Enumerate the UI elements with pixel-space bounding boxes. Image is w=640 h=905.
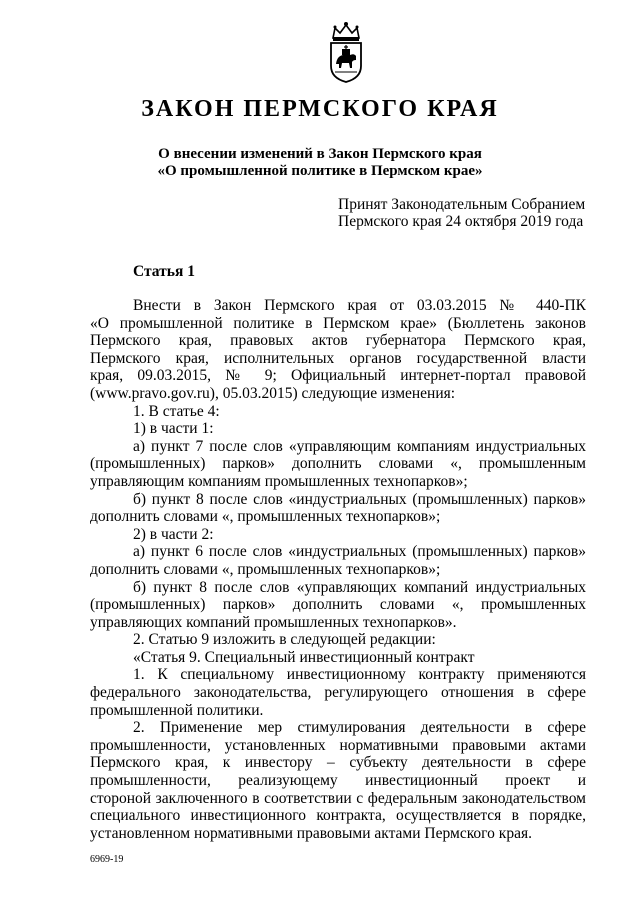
subtitle-line: «О промышленной политике в Пермском крае» xyxy=(157,163,483,179)
text-line: 1) в части 1: xyxy=(133,420,214,438)
text-line: б) пункт 8 после слов «индустриальных (промышленных) парков» xyxy=(133,490,586,508)
document-number: 6969-19 xyxy=(90,854,124,865)
adoption-line: Пермского края 24 октября 2019 года xyxy=(338,213,584,230)
subtitle-line: О внесении изменений в Закон Пермского края xyxy=(158,146,482,162)
article-body xyxy=(90,297,586,842)
text-line: «О промышленной политике в Пермском крае» (Бюллетень законов xyxy=(90,314,586,332)
text-line: 2. Применение мер стимулирования деятельности в сфере xyxy=(133,719,586,737)
text-line: управляющим компаниям промышленных технопарков»; xyxy=(90,472,468,490)
text-line: Внести в Закон Пермского края от 03.03.2015 № 440-ПК xyxy=(133,297,586,314)
text-line: промышленной политики. xyxy=(90,701,264,719)
text-line: а) пункт 7 после слов «управляющим компаниям индустриальных xyxy=(133,437,586,455)
text-line: дополнить словами «, промышленных технопарков»; xyxy=(90,508,441,526)
text-line: б) пункт 8 после слов «управляющих компаний индустриальных xyxy=(133,578,586,596)
text-line: 1. В статье 4: xyxy=(133,402,220,420)
text-line: 2. Статью 9 изложить в следующей редакции: xyxy=(133,631,436,649)
coat-of-arms-emblem xyxy=(323,20,369,84)
text-line: края, 09.03.2015, № 9; Официальный интернет-портал правовой xyxy=(90,367,586,385)
text-line: 2) в части 2: xyxy=(133,525,214,543)
text-line: промышленности, установленных нормативными правовыми актами xyxy=(90,736,586,754)
text-line: а) пункт 6 после слов «индустриальных (промышленных) парков» xyxy=(133,543,586,561)
text-line: установленном нормативными правовыми актами Пермского края. xyxy=(90,824,532,842)
text-line: промышленности, реализующему инвестиционный проект и xyxy=(90,772,586,790)
law-subtitle xyxy=(0,146,640,180)
text-line: (промышленных) парков» дополнить словами «, промышленным xyxy=(90,455,586,473)
text-line: федерального законодательства, регулирующего отношения в сфере xyxy=(90,684,586,702)
text-line: 1. К специальному инвестиционному контракту применяются xyxy=(133,666,586,684)
text-line: (промышленных) парков» дополнить словами «, промышленных xyxy=(90,596,586,614)
text-line: стороной заключенного в соответствии с федеральным законодательством xyxy=(90,789,586,807)
text-line: Пермского края, исполнительных органов государственной власти xyxy=(90,349,586,367)
text-line: (www.pravo.gov.ru), 05.03.2015) следующие изменения: xyxy=(90,384,456,402)
text-line: специального инвестиционного контракта, осуществляется в порядке, xyxy=(90,807,586,825)
text-line: управляющих компаний промышленных технопарков». xyxy=(90,613,457,631)
adoption-line: Принят Законодательным Собранием xyxy=(338,196,586,213)
text-line: дополнить словами «, промышленных технопарков»; xyxy=(90,560,441,578)
article-heading: Статья 1 xyxy=(133,263,195,280)
text-line: Пермского края, к инвестору – субъекту деятельности в сфере xyxy=(90,754,586,772)
adoption-note xyxy=(338,196,585,230)
law-title: ЗАКОН ПЕРМСКОГО КРАЯ xyxy=(141,96,499,122)
text-line: «Статья 9. Специальный инвестиционный контракт xyxy=(133,648,475,666)
text-line: Пермского края, правовых актов губернатора Пермского края, xyxy=(90,332,586,350)
